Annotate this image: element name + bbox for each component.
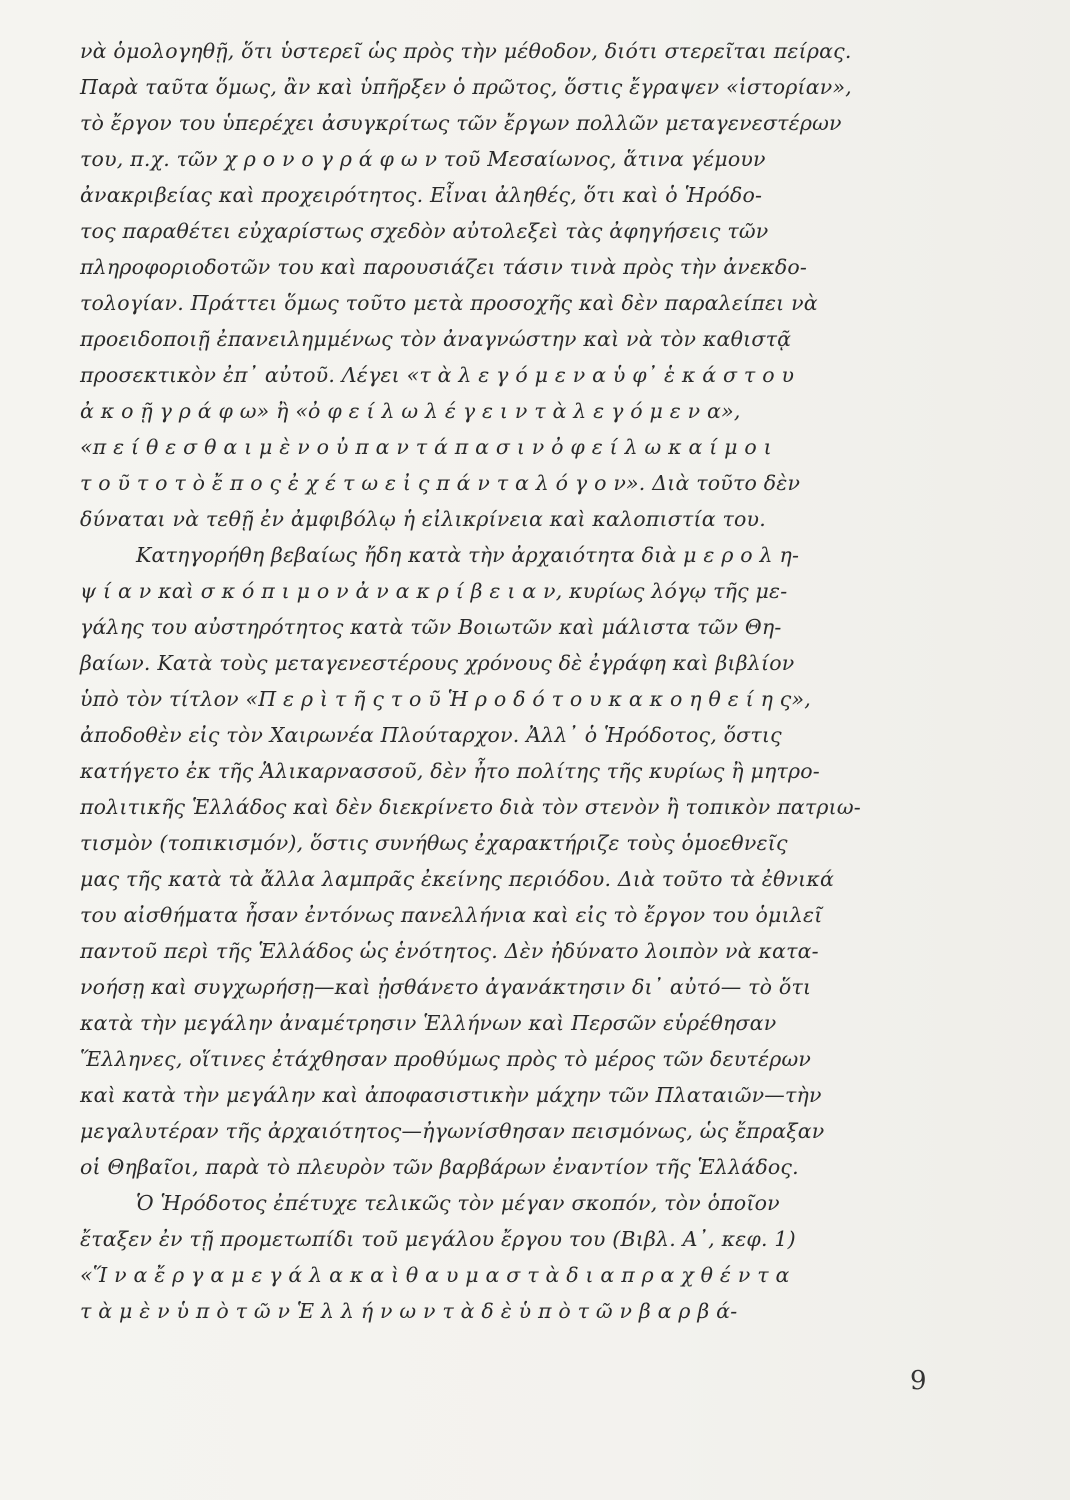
text-line: δύναται νὰ τεθῇ ἐν ἀμφιβόλῳ ἡ εἰλικρίνεια καὶ καλοπιστία του. bbox=[80, 507, 766, 531]
text-line: πληροφοριοδοτῶν του καὶ παρουσιάζει τάσιν τινὰ πρὸς τὴν ἀνεκδο- bbox=[80, 255, 808, 279]
text-line: πολιτικῆς Ἑλλάδος καὶ δὲν διεκρίνετο διὰ τὸν στενὸν ἢ τοπικὸν πατριω- bbox=[80, 795, 861, 819]
text-line: προειδοποιῇ ἐπανειλημμένως τὸν ἀναγνώστην καὶ νὰ τὸν καθιστᾷ bbox=[80, 327, 792, 351]
text-line: Παρὰ ταῦτα ὅμως, ἂν καὶ ὑπῆρξεν ὁ πρῶτος, ὅστις ἔγραψεν «ἱστορίαν», bbox=[80, 75, 852, 99]
text-line: ἀνακριβείας καὶ προχειρότητος. Εἶναι ἀληθές, ὅτι καὶ ὁ Ἡρόδο- bbox=[80, 183, 763, 207]
text-line: τὸ ἔργον του ὑπερέχει ἀσυγκρίτως τῶν ἔργων πολλῶν μεταγενεστέρων bbox=[80, 111, 842, 135]
text-line: προσεκτικὸν ἐπ᾿ αὐτοῦ. Λέγει «τ ὰ λ ε γ ό μ ε ν α ὑ φ᾿ ἑ κ ά σ τ ο υ bbox=[80, 363, 795, 387]
text-line: μας τῆς κατὰ τὰ ἄλλα λαμπρᾶς ἐκείνης περιόδου. Διὰ τοῦτο τὰ ἐθνικά bbox=[80, 867, 835, 891]
text-line: του αἰσθήματα ἦσαν ἐντόνως πανελλήνια καὶ εἰς τὸ ἔργον του ὁμιλεῖ bbox=[80, 903, 823, 927]
page-number: 9 bbox=[910, 1366, 927, 1396]
text-line: παντοῦ περὶ τῆς Ἑλλάδος ὡς ἑνότητος. Δὲν ἠδύνατο λοιπὸν νὰ κατα- bbox=[80, 939, 819, 963]
text-line: βαίων. Κατὰ τοὺς μεταγενεστέρους χρόνους δὲ ἐγράφη καὶ βιβλίον bbox=[80, 651, 795, 675]
text-line: νοήσῃ καὶ συγχωρήσῃ—καὶ ᾐσθάνετο ἀγανάκτησιν δι᾿ αὐτό— τὸ ὅτι bbox=[80, 975, 812, 999]
text-line: «π ε ί θ ε σ θ α ι μ ὲ ν ο ὐ π α ν τ ά π α σ ι ν ὀ φ ε ί λ ω κ α ί μ ο ι bbox=[80, 435, 772, 459]
text-line: τ ὰ μ ὲ ν ὑ π ὸ τ ῶ ν Ἑ λ λ ή ν ω ν τ ὰ δ ὲ ὑ π ὸ τ ῶ ν β α ρ β ά- bbox=[80, 1299, 738, 1323]
paragraph-first-line: Ὁ Ἡρόδοτος ἐπέτυχε τελικῶς τὸν μέγαν σκοπόν, τὸν ὁποῖον bbox=[136, 1191, 780, 1215]
text-line: ἀποδοθὲν εἰς τὸν Χαιρωνέα Πλούταρχον. Ἀλλ᾿ ὁ Ἡρόδοτος, ὅστις bbox=[80, 723, 782, 747]
text-line: μεγαλυτέραν τῆς ἀρχαιότητος—ἠγωνίσθησαν πεισμόνως, ὡς ἔπραξαν bbox=[80, 1119, 825, 1143]
text-line: νὰ ὁμολογηθῇ, ὅτι ὑστερεῖ ὡς πρὸς τὴν μέθοδον, διότι στερεῖται πείρας. bbox=[80, 39, 852, 63]
text-line: οἱ Θηβαῖοι, παρὰ τὸ πλευρὸν τῶν βαρβάρων ἐναντίον τῆς Ἑλλάδος. bbox=[80, 1155, 799, 1179]
text-line: ἔταξεν ἐν τῇ προμετωπίδι τοῦ μεγάλου ἔργου του (Βιβλ. Α᾿, κεφ. 1) bbox=[80, 1227, 796, 1251]
paragraph-first-line: Κατηγορήθη βεβαίως ἤδη κατὰ τὴν ἀρχαιότητα διὰ μ ε ρ ο λ η- bbox=[136, 543, 800, 567]
text-line: «Ἵ ν α ἔ ρ γ α μ ε γ ά λ α κ α ὶ θ α υ μ α σ τ ὰ δ ι α π ρ α χ θ έ ν τ α bbox=[80, 1263, 790, 1287]
text-line: Ἕλληνες, οἵτινες ἐτάχθησαν προθύμως πρὸς τὸ μέρος τῶν δευτέρων bbox=[80, 1047, 812, 1071]
text-line: ὑπὸ τὸν τίτλον «Π ε ρ ὶ τ ῆ ς τ ο ῦ Ἡ ρ ο δ ό τ ο υ κ α κ ο η θ ε ί η ς», bbox=[80, 687, 811, 711]
text-line: τολογίαν. Πράττει ὅμως τοῦτο μετὰ προσοχῆς καὶ δὲν παραλείπει νὰ bbox=[80, 291, 818, 315]
text-line: κατήγετο ἐκ τῆς Ἁλικαρνασσοῦ, δὲν ἦτο πολίτης τῆς κυρίως ἢ μητρο- bbox=[80, 759, 820, 783]
text-line: καὶ κατὰ τὴν μεγάλην καὶ ἀποφασιστικὴν μάχην τῶν Πλαταιῶν—τὴν bbox=[80, 1083, 822, 1107]
text-line: ἀ κ ο ῇ γ ρ ά φ ω» ἢ «ὀ φ ε ί λ ω λ έ γ ε ι ν τ ὰ λ ε γ ό μ ε ν α», bbox=[80, 399, 741, 423]
text-line: ψ ί α ν καὶ σ κ ό π ι μ ο ν ἀ ν α κ ρ ί β ε ι α ν, κυρίως λόγῳ τῆς με- bbox=[80, 579, 788, 603]
text-line: του, π.χ. τῶν χ ρ ο ν ο γ ρ ά φ ω ν τοῦ Μεσαίωνος, ἅτινα γέμουν bbox=[80, 147, 766, 171]
text-line: τισμὸν (τοπικισμόν), ὅστις συνήθως ἐχαρακτήριζε τοὺς ὁμοεθνεῖς bbox=[80, 831, 788, 855]
text-line: τος παραθέτει εὐχαρίστως σχεδὸν αὐτολεξεὶ τὰς ἀφηγήσεις τῶν bbox=[80, 219, 769, 243]
text-line: κατὰ τὴν μεγάλην ἀναμέτρησιν Ἑλλήνων καὶ Περσῶν εὑρέθησαν bbox=[80, 1011, 777, 1035]
text-line: γάλης του αὐστηρότητος κατὰ τῶν Βοιωτῶν καὶ μάλιστα τῶν Θη- bbox=[80, 615, 782, 639]
text-line: τ ο ῦ τ ο τ ὸ ἔ π ο ς ἐ χ έ τ ω ε ἰ ς π ά ν τ α λ ό γ ο ν». Διὰ τοῦτο δὲν bbox=[80, 471, 801, 495]
